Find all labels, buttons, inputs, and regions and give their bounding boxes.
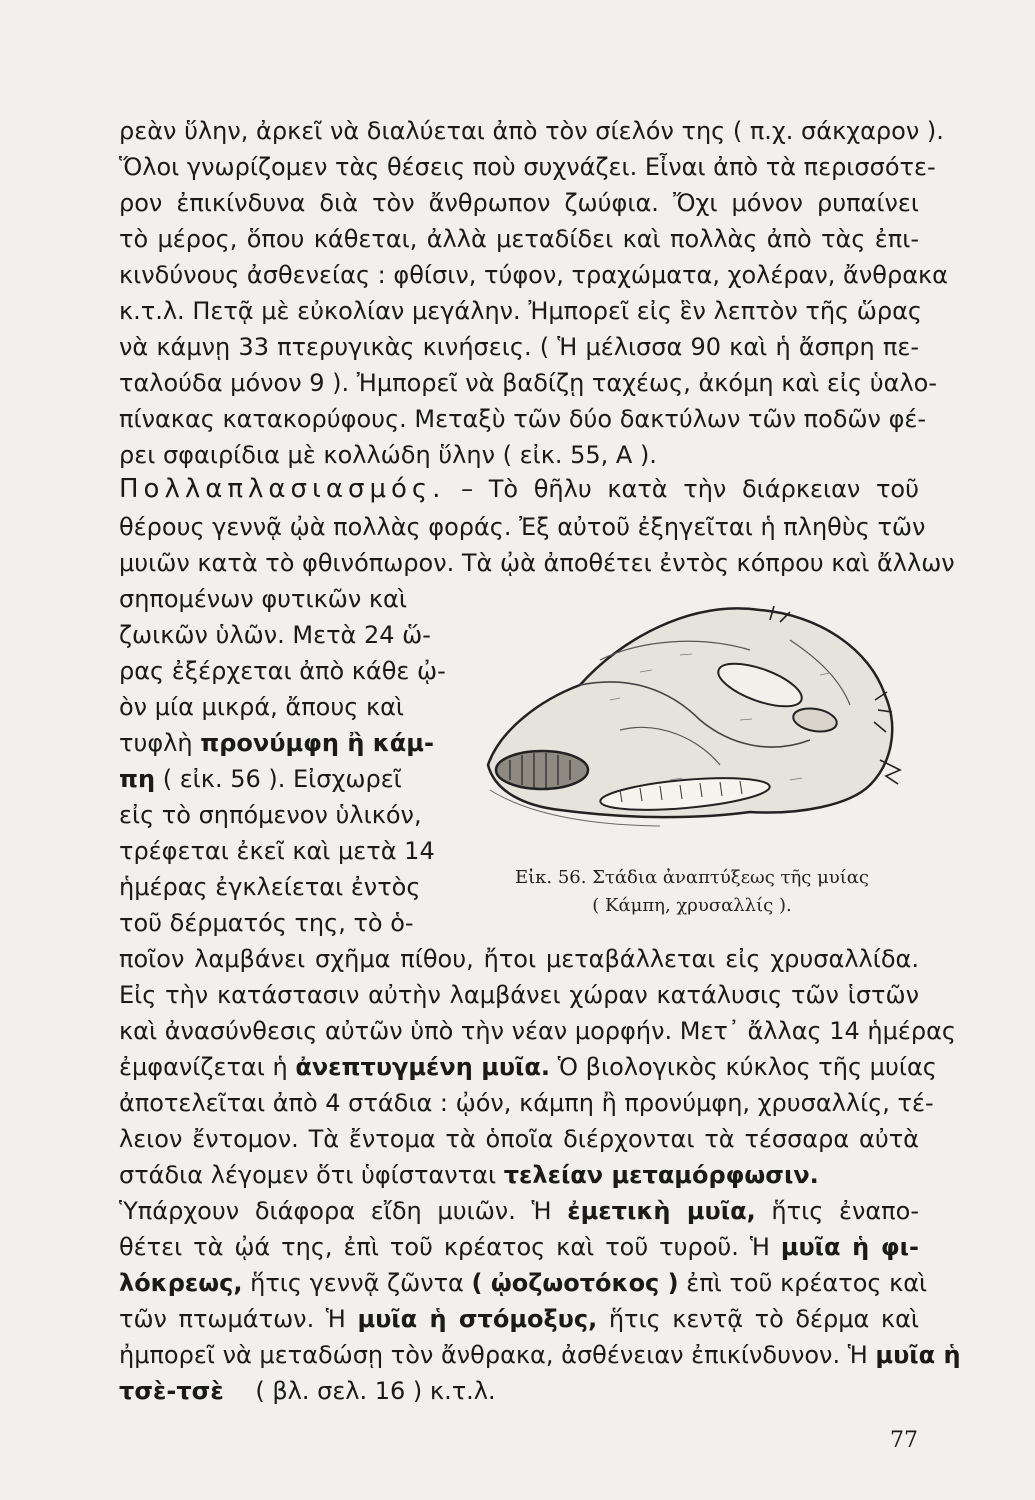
term-stomoxys: μυῖα ἡ στόμοξυς,: [357, 1305, 598, 1333]
text-line: [119, 1196, 919, 1226]
term-adult-fly: ἀνεπτυγμένη μυῖα.: [295, 1053, 551, 1081]
text-line: εἰς τὸ σηπόμενον ὑλικόν,: [119, 801, 422, 829]
text-line: νὰ κάμνῃ 33 πτερυγικὰς κινήσεις. ( Ἡ μέλισσα 90 καὶ ἡ ἄσπρη πε-: [119, 333, 919, 361]
page-number: 77: [890, 1428, 918, 1453]
text-line: κινδύνους ἀσθενείας : φθίσιν, τύφον, τραχώματα, χολέραν, ἄνθρακα: [119, 261, 948, 289]
text-span: Ὁ βιολογικὸς κύκλος τῆς μυίας: [557, 1053, 937, 1081]
text-line: [119, 1304, 919, 1334]
fly-larva-illustration: [470, 580, 920, 850]
text-line: σηπομένων φυτικῶν καὶ: [119, 585, 407, 613]
text-span: ἠμπορεῖ νὰ μεταδώσῃ τὸν ἄνθρακα, ἀσθένειαν ἐπικίνδυνον. Ἡ: [119, 1341, 868, 1369]
text-line: τὸ μέρος, ὅπου κάθεται, ἀλλὰ μεταδίδει καὶ πολλὰς ἀπὸ τὰς ἐπι-: [119, 225, 919, 253]
text-span: Ὑπάρχουν διάφορα εἴδη μυιῶν. Ἡ: [119, 1197, 552, 1225]
text-span: ἥτις ἐναπο-: [771, 1197, 919, 1225]
text-line: ρεὰν ὕλην, ἀρκεῖ νὰ διαλύεται ἀπὸ τὸν σίελόν της ( π.χ. σάκχαρον ).: [119, 117, 944, 145]
text-span: – Τὸ θῆλυ κατὰ τὴν διάρκειαν τοῦ: [461, 475, 919, 503]
text-span: τῶν πτωμάτων. Ἡ: [119, 1305, 346, 1333]
text-line: [119, 1268, 928, 1298]
term-tsetse-fly: μυῖα ἡ: [875, 1341, 961, 1369]
text-span: τυφλὴ: [119, 729, 193, 757]
text-line: [119, 728, 434, 758]
text-span: ἐμφανίζεται ἡ: [119, 1053, 288, 1081]
text-line: Εἰς τὴν κατάστασιν αὐτὴν λαμβάνει χώραν κατάλυσις τῶν ἱστῶν: [119, 981, 919, 1009]
figure-caption-sub: ( Κάμπη, χρυσαλλίς ).: [592, 895, 792, 916]
text-line: τρέφεται ἐκεῖ καὶ μετὰ 14: [119, 837, 435, 865]
text-line: ζωικῶν ὑλῶν. Μετὰ 24 ὥ-: [119, 621, 431, 649]
text-span: ἐπὶ τοῦ κρέατος καὶ: [686, 1269, 928, 1297]
text-line: [119, 1232, 919, 1262]
term-emetic-fly: ἐμετικὴ μυῖα,: [567, 1197, 756, 1225]
text-line: ὸν μία μικρά, ἄπους καὶ: [119, 693, 405, 721]
text-line: λειον ἔντομον. Τὰ ἔντομα τὰ ὁποῖα διέρχονται τὰ τέσσαρα αὐτὰ: [119, 1125, 919, 1153]
section-heading-line: [119, 474, 919, 504]
term-ovoviviparous: ( ᾠοζωοτόκος ): [471, 1269, 679, 1297]
text-line: ρας ἐξέρχεται ἀπὸ κάθε ᾠ-: [119, 657, 446, 685]
text-line: Ὅλοι γνωρίζομεν τὰς θέσεις ποὺ συχνάζει. Εἶναι ἀπὸ τὰ περισσότε-: [119, 153, 936, 181]
text-line: πίνακας κατακορύφους. Μεταξὺ τῶν δύο δακτύλων τῶν ποδῶν φέ-: [119, 405, 927, 433]
section-heading: Πολλαπλασιασμός.: [119, 474, 446, 504]
text-line: [119, 1160, 919, 1190]
term-larva: προνύμφη ἢ κάμ-: [200, 729, 434, 757]
text-line: ταλούδα μόνον 9 ). Ἠμπορεῖ νὰ βαδίζῃ ταχέως, ἀκόμη καὶ εἰς ὑαλο-: [119, 369, 937, 397]
text-line: [119, 764, 402, 794]
text-line: ποῖον λαμβάνει σχῆμα πίθου, ἤτοι μεταβάλλεται εἰς χρυσαλλίδα.: [119, 945, 919, 973]
text-line: [119, 1376, 919, 1406]
text-line: ἡμέρας ἐγκλείεται ἐντὸς: [119, 873, 421, 901]
text-span: ἥτις κεντᾷ τὸ δέρμα καὶ: [608, 1305, 920, 1333]
text-line: ἀποτελεῖται ἀπὸ 4 στάδια : ᾠόν, κάμπη ἢ προνύμφη, χρυσαλλίς, τέ-: [119, 1089, 934, 1117]
text-line: [119, 1052, 937, 1082]
text-span: ( βλ. σελ. 16 ) κ.τ.λ.: [255, 1377, 496, 1405]
term-flesh-fly: μυῖα ἡ φι-: [780, 1233, 919, 1261]
text-span: στάδια λέγομεν ὅτι ὑφίστανται: [119, 1161, 497, 1189]
term-metamorphosis: τελείαν μεταμόρφωσιν.: [503, 1161, 819, 1189]
text-line: θέρους γεννᾷ ᾠὰ πολλὰς φοράς. Ἐξ αὐτοῦ ἐξηγεῖται ἡ πληθὺς τῶν: [119, 513, 926, 541]
text-span: θέτει τὰ ᾠά της, ἐπὶ τοῦ κρέατος καὶ τοῦ τυροῦ. Ἡ: [119, 1233, 770, 1261]
figure-caption: Εἰκ. 56. Στάδια ἀναπτύξεως τῆς μυίας: [514, 867, 870, 888]
text-span: ( εἰκ. 56 ). Εἰσχωρεῖ: [162, 765, 402, 793]
text-span: ἥτις γεννᾷ ζῶντα: [250, 1269, 464, 1297]
term-tsetse: τσὲ-τσὲ: [119, 1377, 224, 1405]
text-line: κ.τ.λ. Πετᾷ μὲ εὐκολίαν μεγάλην. Ἠμπορεῖ εἰς ἓν λεπτὸν τῆς ὥρας: [119, 297, 922, 325]
text-line: τοῦ δέρματός της, τὸ ὁ-: [119, 909, 414, 937]
term-larva-end: πη: [119, 765, 156, 793]
text-line: μυιῶν κατὰ τὸ φθινόπωρον. Τὰ ᾠὰ ἀποθέτει ἐντὸς κόπρου καὶ ἄλλων: [119, 549, 955, 577]
term-flesh-fly-end: λόκρεως,: [119, 1269, 243, 1297]
text-line: [119, 1340, 961, 1370]
text-line: καὶ ἀνασύνθεσις αὐτῶν ὑπὸ τὴν νέαν μορφήν. Μετ᾽ ἄλλας 14 ἡμέρας: [119, 1017, 957, 1045]
text-line: ρον ἐπικίνδυνα διὰ τὸν ἄνθρωπον ζωύφια. Ὄχι μόνον ρυπαίνει: [119, 189, 919, 217]
text-line: ρει σφαιρίδια μὲ κολλώδη ὕλην ( εἰκ. 55, Α ).: [119, 441, 657, 469]
